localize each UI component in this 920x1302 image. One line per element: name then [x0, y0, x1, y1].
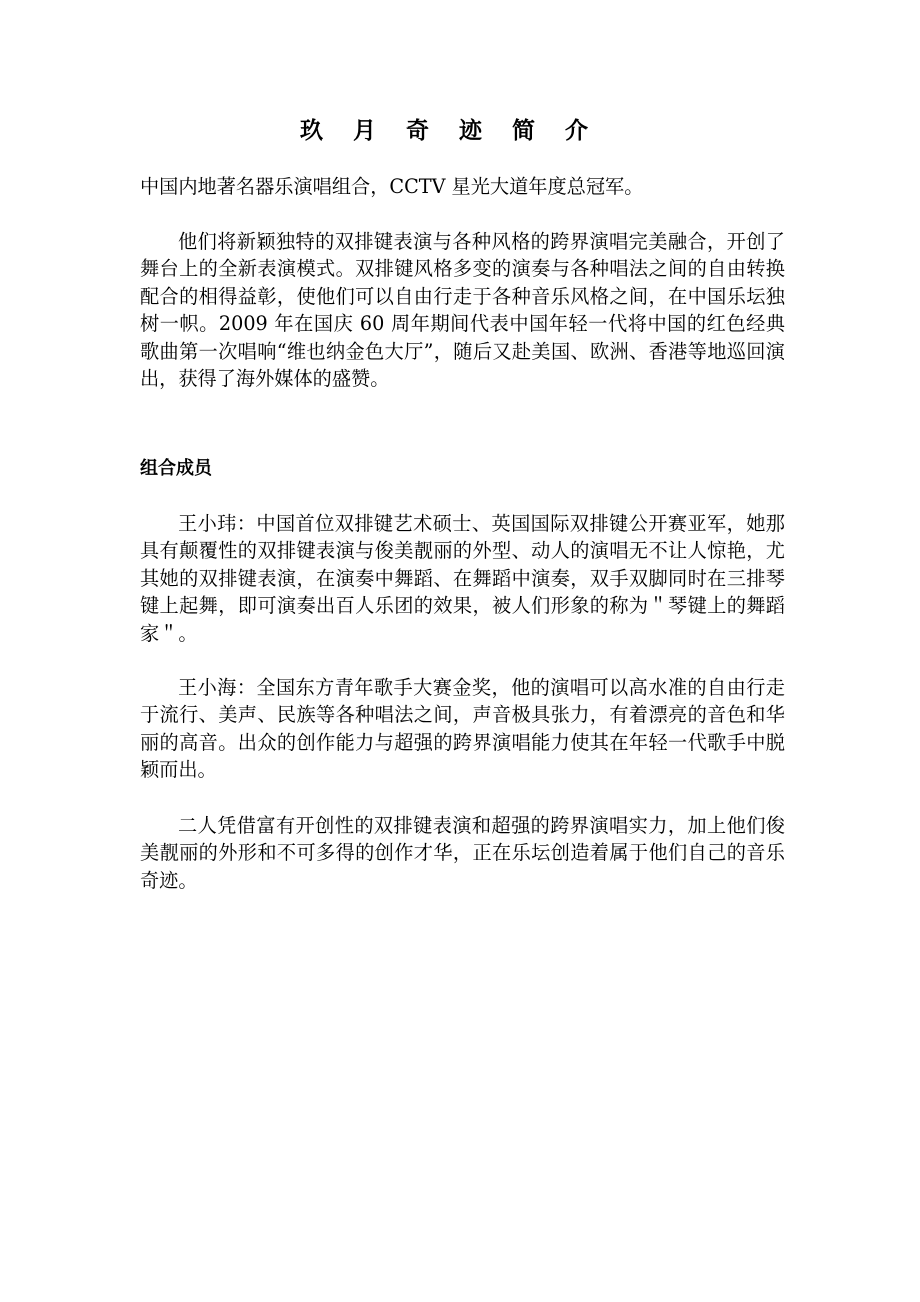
members-heading: 组合成员: [140, 458, 212, 479]
member-wang-xiaowei: 王小玮：中国首位双排键艺术硕士、英国国际双排键公开赛亚军，她那具有颠覆性的双排键表演与俊美靓丽的外型、动人的演唱无不让人惊艳，尤其她的双排键表演，在演奏中舞蹈、在舞蹈中演奏，双手双脚同时在三排琴键上起舞，即可演奏出百人乐团的效果，被人们形象的称为＂琴键上的舞蹈家＂。: [140, 512, 785, 645]
member-wang-xiaohai: 王小海：全国东方青年歌手大赛金奖，他的演唱可以高水准的自由行走于流行、美声、民族等各种唱法之间，声音极具张力，有着漂亮的音色和华丽的高音。出众的创作能力与超强的跨界演唱能力使其在年轻一代歌手中脱颖而出。: [140, 676, 785, 782]
document-title: 玖 月 奇 迹 简 介: [300, 117, 600, 144]
intro-line: 中国内地著名器乐演唱组合，CCTV 星光大道年度总冠军。: [140, 175, 644, 198]
intro-paragraph: 他们将新颖独特的双排键表演与各种风格的跨界演唱完美融合，开创了舞台上的全新表演模式。双排键风格多变的演奏与各种唱法之间的自由转换配合的相得益彰，使他们可以自由行走于各种音乐风格之间，在中国乐坛独树一帜。2009 年在国庆 60 周年期间代表中国年轻一代将中国的红色经典歌曲第一次唱响“维也纳金色大厅”，随后又赴美国、欧洲、香港等地巡回演出，获得了海外媒体的盛赞。: [140, 230, 785, 391]
closing-paragraph: 二人凭借富有开创性的双排键表演和超强的跨界演唱实力，加上他们俊美靓丽的外形和不可多得的创作才华，正在乐坛创造着属于他们自己的音乐奇迹。: [140, 814, 785, 892]
